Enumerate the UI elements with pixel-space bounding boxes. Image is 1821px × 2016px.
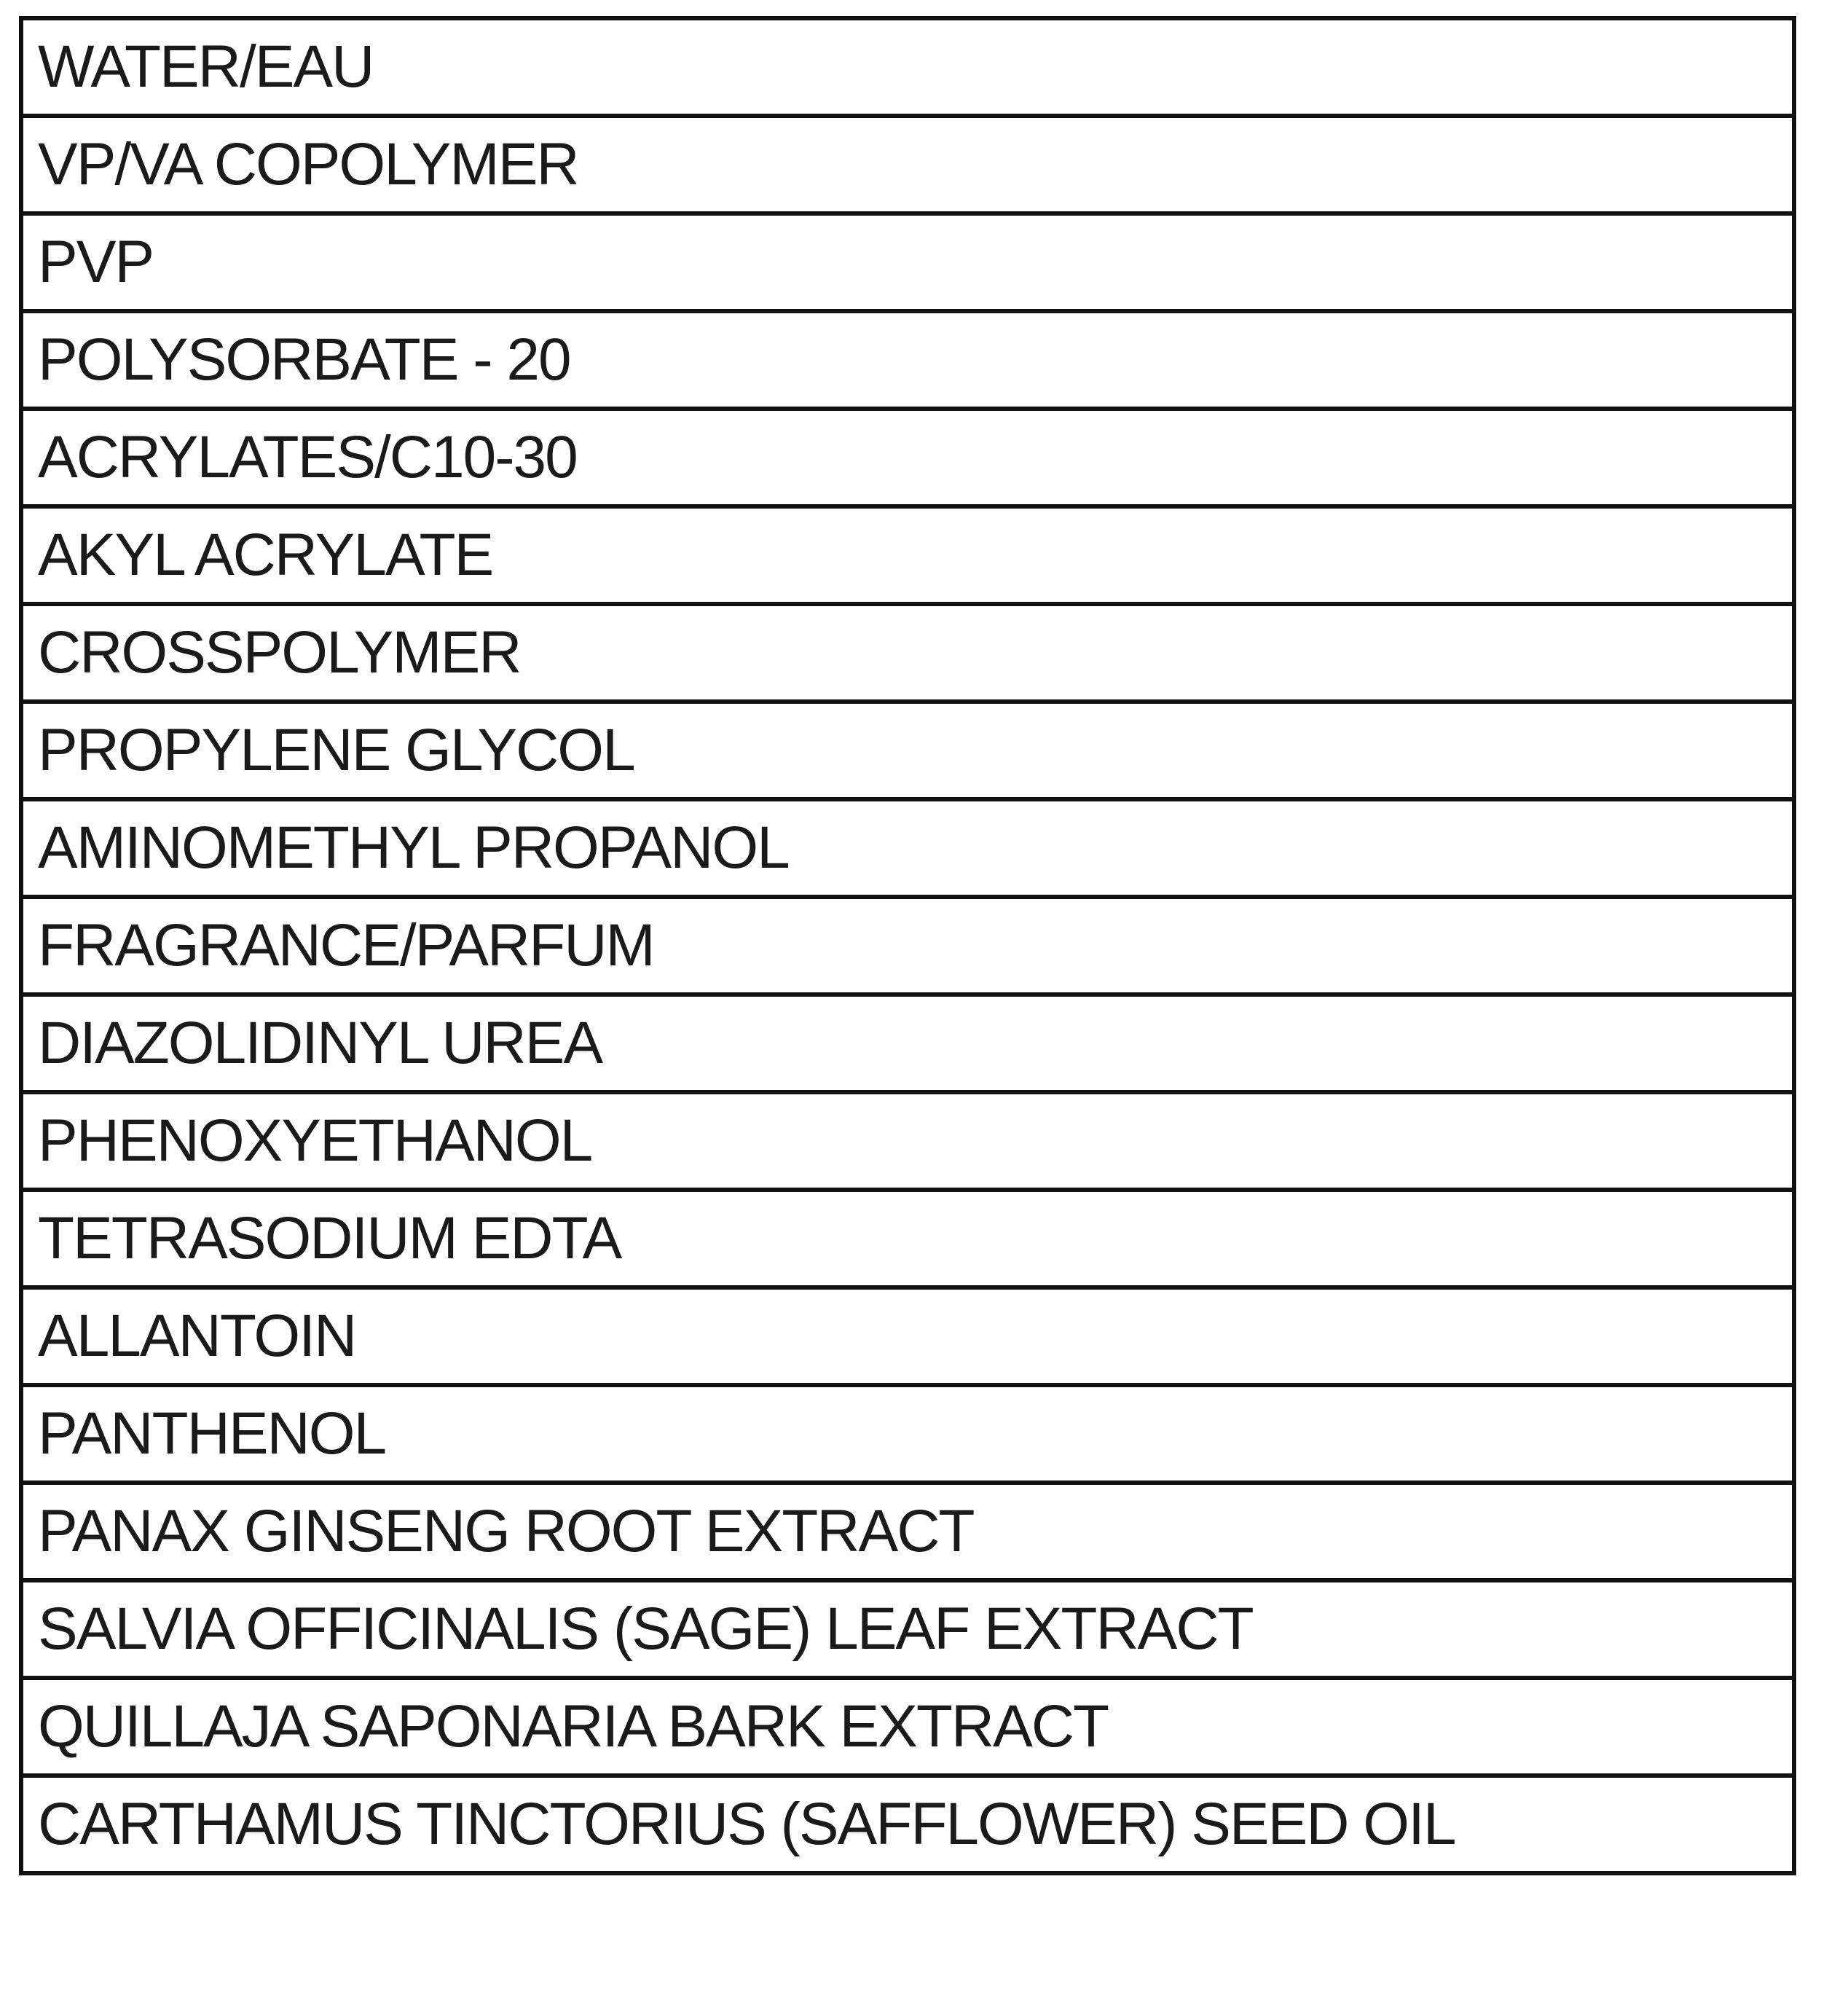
ingredient-cell: QUILLAJA SAPONARIA BARK EXTRACT [21, 1678, 1794, 1776]
table-row [21, 1776, 1794, 1873]
table-row [21, 116, 1794, 213]
table-row [21, 1678, 1794, 1776]
ingredient-cell: PVP [21, 213, 1794, 311]
ingredient-cell: VP/VA COPOLYMER [21, 116, 1794, 213]
table-row [21, 604, 1794, 702]
ingredient-cell: FRAGRANCE/PARFUM [21, 897, 1794, 995]
table-row [21, 1287, 1794, 1385]
table-row [21, 1190, 1794, 1287]
table-row [21, 506, 1794, 604]
ingredient-cell: PANAX GINSENG ROOT EXTRACT [21, 1483, 1794, 1580]
table-row [21, 1385, 1794, 1483]
table-row [21, 409, 1794, 506]
table-row [21, 1483, 1794, 1580]
ingredient-cell: CROSSPOLYMER [21, 604, 1794, 702]
table-row [21, 702, 1794, 799]
ingredient-cell: AKYL ACRYLATE [21, 506, 1794, 604]
table-row [21, 897, 1794, 995]
ingredient-cell: DIAZOLIDINYL UREA [21, 995, 1794, 1092]
ingredients-table [19, 16, 1796, 1875]
table-row [21, 799, 1794, 897]
table-row [21, 311, 1794, 409]
ingredient-cell: WATER/EAU [21, 18, 1794, 116]
table-row [21, 18, 1794, 116]
ingredient-cell: SALVIA OFFICINALIS (SAGE) LEAF EXTRACT [21, 1580, 1794, 1678]
ingredient-cell: POLYSORBATE - 20 [21, 311, 1794, 409]
ingredient-cell: ACRYLATES/C10-30 [21, 409, 1794, 506]
ingredient-cell: PHENOXYETHANOL [21, 1092, 1794, 1190]
ingredient-cell: AMINOMETHYL PROPANOL [21, 799, 1794, 897]
ingredient-cell: ALLANTOIN [21, 1287, 1794, 1385]
table-row [21, 1580, 1794, 1678]
ingredient-cell: CARTHAMUS TINCTORIUS (SAFFLOWER) SEED OIL [21, 1776, 1794, 1873]
table-row [21, 995, 1794, 1092]
ingredient-cell: PANTHENOL [21, 1385, 1794, 1483]
ingredient-cell: TETRASODIUM EDTA [21, 1190, 1794, 1287]
table-row [21, 1092, 1794, 1190]
table-row [21, 213, 1794, 311]
ingredient-cell: PROPYLENE GLYCOL [21, 702, 1794, 799]
